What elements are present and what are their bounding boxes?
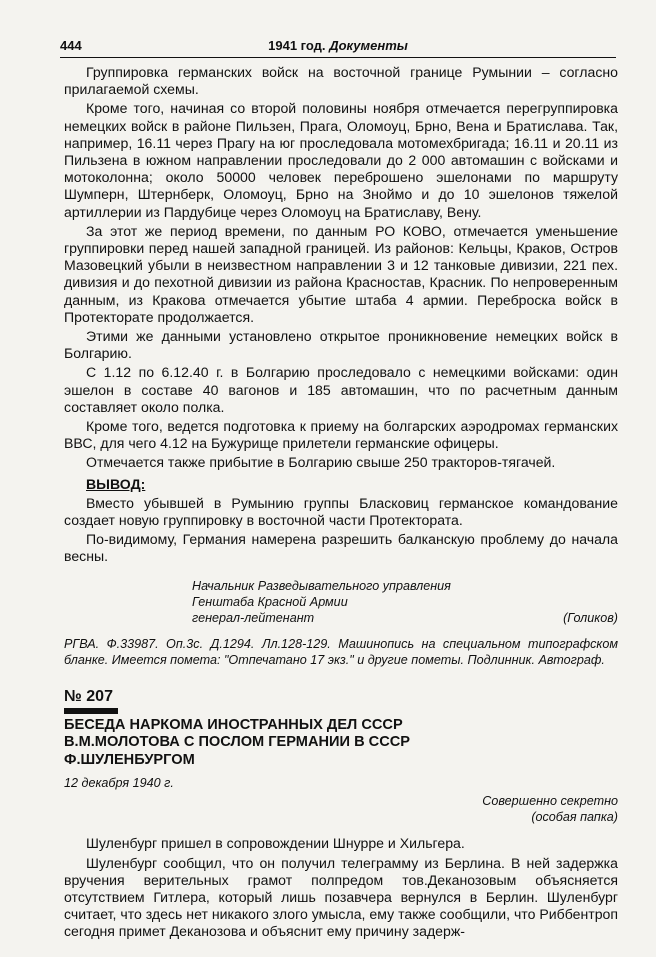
paragraph: По-видимому, Германия намерена разрешить балканскую проблему до начала весны. (64, 531, 618, 565)
paragraph: Отмечается также прибытие в Болгарию свыше 250 тракторов-тягачей. (86, 454, 556, 471)
classification-line: Совершенно секретно (482, 794, 618, 809)
document-number-underline (64, 708, 118, 714)
signature-title-line: Генштаба Красной Армии (192, 594, 348, 609)
classification-line: (особая папка) (531, 810, 618, 825)
paragraph: Группировка германских войск на восточной границе Румынии – согласно прилагаемой схемы. (64, 64, 618, 98)
running-title-section: Документы (329, 38, 408, 53)
document-number: № 207 (64, 687, 113, 705)
page-number: 444 (60, 38, 82, 53)
document-title-line: БЕСЕДА НАРКОМА ИНОСТРАННЫХ ДЕЛ СССР (64, 716, 403, 733)
document-title-line: Ф.ШУЛЕНБУРГОМ (64, 751, 195, 768)
signature-title-line: Начальник Разведывательного управления (192, 578, 451, 593)
paragraph: Кроме того, ведется подготовка к приему на болгарских аэродромах германских ВВС, для чего 4.12 на Бужурище прилетели германские офицеры. (64, 418, 618, 452)
signature-rank: генерал-лейтенант (192, 610, 315, 625)
archive-reference: РГВА. Ф.33987. Оп.3с. Д.1294. Лл.128-129. Машинопись на специальном типографском бланке. Имеется помета: "Отпечатано 17 экз." и другие пометы. Подлинник. Автограф. (64, 636, 618, 667)
running-header (60, 38, 616, 56)
paragraph: Вместо убывшей в Румынию группы Бласковиц германское командование создает новую группировку в восточной части Протектората. (64, 494, 618, 529)
classification-stamp (64, 793, 618, 825)
paragraph: Кроме того, начиная со второй половины ноября отмечается перегруппировка немецких войск в районе Пильзен, Прага, Оломоуц, Брно, Вена и Братислава. Так, например, 16.11 через Прагу на юг проследовала мотомехбригада; 16.11 и 20.11 из Пильзена в южном направлении проследовали до 2 000 автомашин с войсками и мотоколонна; около 50000 человек переброшено эшелонами по маршруту Шумперн, Штернберк, Оломоуц, Брно на Зноймо и до 10 эшелонов тяжелой артиллерии из Пардубице через Оломоуц на Братиславу, Вену. (64, 100, 618, 220)
running-title (60, 38, 616, 53)
header-divider (60, 57, 616, 58)
page-body (64, 64, 618, 941)
paragraph: С 1.12 по 6.12.40 г. в Болгарию проследовало с немецкими войсками: один эшелон в составе 40 вагонов и 185 автомашин, что по расчетным данным составляет около полка. (64, 364, 618, 415)
paragraph: Этими же данными установлено открытое проникновение немецких войск в Болгарию. (64, 328, 618, 362)
signature-name: (Голиков) (563, 610, 618, 625)
signature-block (64, 578, 618, 626)
document-title (64, 717, 618, 770)
running-title-year: 1941 год. (268, 38, 326, 53)
document-title-line: В.М.МОЛОТОВА С ПОСЛОМ ГЕРМАНИИ В СССР (64, 734, 411, 751)
conclusion-heading: ВЫВОД: (86, 475, 146, 492)
paragraph: За этот же период времени, по данным РО КОВО, отмечается уменьшение группировки перед нашей западной границей. Из районов: Кельцы, Краков, Остров Мазовецкий убыли в неизвестном направлении 3 и 12 танковые дивизии, 221 пех. дивизия и до пехотной дивизии из района Красностав, Красник. По непроверенным данным, из Кракова отмечается убытие штаба 4 армии. Переброска войск в Протекторате продолжается. (64, 222, 618, 325)
paragraph: Шуленбург сообщил, что он получил телеграмму из Берлина. В ней задержка вручения верительных грамот полпредом тов.Деканозовым объясняется отсутствием Гитлера, который лишь позавчера вернулся в Берлин. Шуленбург считает, что здесь нет никакого злого умысла, ему также сообщили, что Риббентроп сегодня примет Деканозова и объяснит ему причину задерж- (64, 854, 618, 940)
paragraph: Шуленбург пришел в сопровождении Шнурре и Хильгера. (86, 835, 465, 852)
document-date: 12 декабря 1940 г. (64, 776, 174, 791)
